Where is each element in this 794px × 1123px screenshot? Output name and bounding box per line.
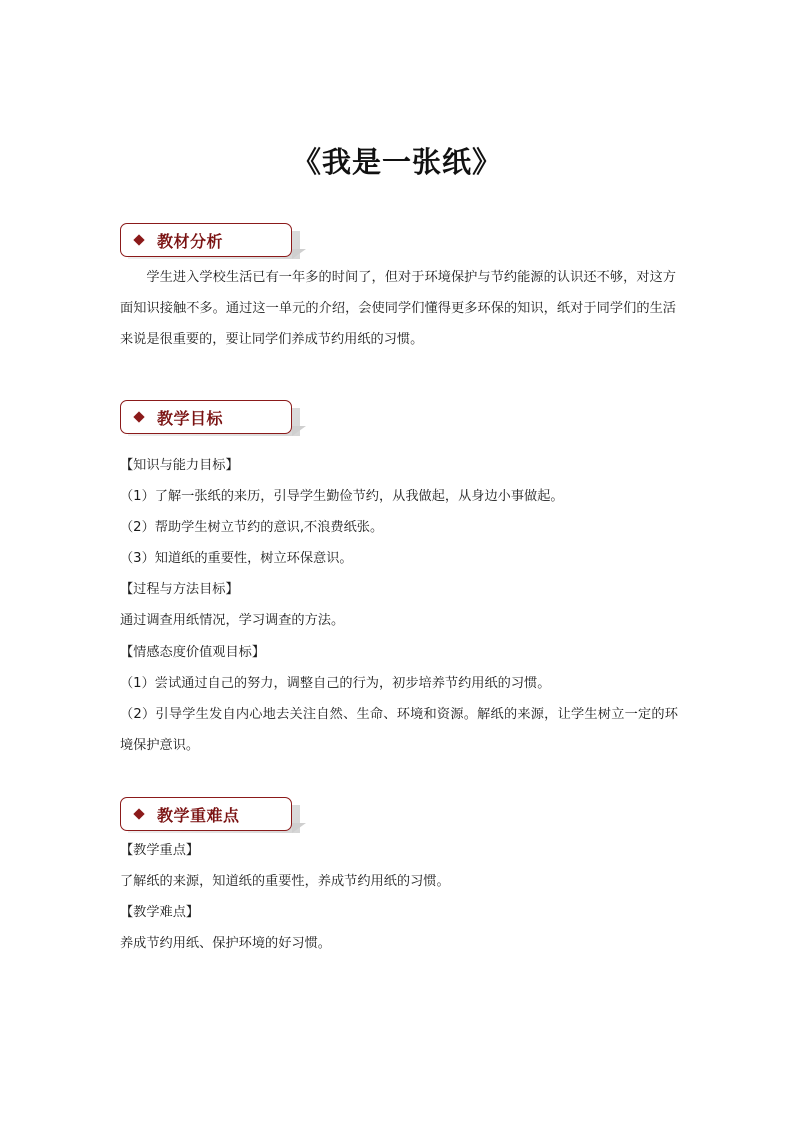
diamond-icon [133,234,144,245]
emotion-item-2: （2）引导学生发自内心地去关注自然、生命、环境和资源。解纸的来源，让学生树立一定的环境保护意识。 [120,707,678,753]
section-header-analysis [120,223,306,263]
section-header-box [120,223,292,257]
process-text: 通过调查用纸情况，学习调查的方法。 [120,613,345,628]
analysis-paragraph: 学生进入学校生活已有一年多的时间了，但对于环境保护与节约能源的认识还不够，对这方面知识接触不多。通过这一单元的介绍，会使同学们懂得更多环保的知识，纸对于同学们的生活来说是很重要的，要让同学们养成节约用纸的习惯。 [120,270,676,347]
difficult-heading: 【教学难点】 [120,905,200,920]
section-header-box [120,797,292,831]
knowledge-item-3: （3）知道纸的重要性，树立环保意识。 [120,551,353,566]
section-header-tail [292,823,306,833]
section-header-keypoints [120,797,306,837]
emotion-heading: 【情感态度价值观目标】 [120,645,266,660]
section-header-goals [120,400,306,440]
section-label-analysis: 教材分析 [157,231,224,251]
page-title: 《我是一张纸》 [291,145,502,179]
process-heading: 【过程与方法目标】 [120,582,239,597]
diamond-icon [133,411,144,422]
section-label-keypoints: 教学重难点 [157,805,240,825]
key-text: 了解纸的来源，知道纸的重要性，养成节约用纸的习惯。 [120,874,450,889]
section-header-box [120,400,292,434]
knowledge-heading: 【知识与能力目标】 [120,458,239,473]
knowledge-item-2: （2）帮助学生树立节约的意识,不浪费纸张。 [120,520,384,535]
section-label-goals: 教学目标 [157,408,224,428]
section-header-tail [292,426,306,436]
knowledge-item-1: （1）了解一张纸的来历，引导学生勤俭节约，从我做起，从身边小事做起。 [120,489,564,504]
emotion-item-1: （1）尝试通过自己的努力，调整自己的行为，初步培养节约用纸的习惯。 [120,676,551,691]
section-header-tail [292,249,306,259]
diamond-icon [133,808,144,819]
key-heading: 【教学重点】 [120,843,200,858]
difficult-text: 养成节约用纸、保护环境的好习惯。 [120,936,331,951]
